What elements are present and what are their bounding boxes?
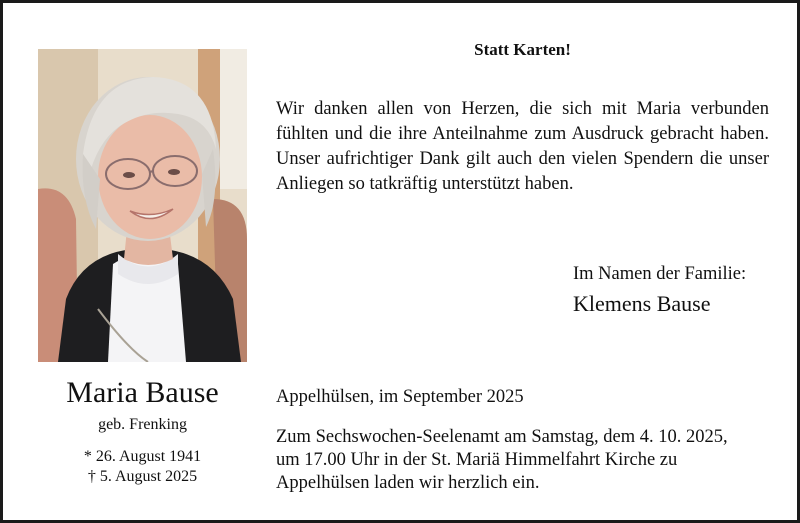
signer-name: Klemens Bause [573,291,711,316]
notice-line: Zum Sechswochen-Seelenamt am Samstag, dem 4. 10. 2025, [276,427,728,447]
memorial-mass-notice [276,426,776,495]
birth-date: * 26. August 1941 [83,448,202,465]
portrait-photo [38,49,247,362]
notice-line: um 17.00 Uhr in der St. Mariä Himmelfahrt Kirche zu [276,450,678,470]
thank-you-message: Wir danken allen von Herzen, die sich mit Maria verbunden fühlten und die ihre Anteilnahme zum Ausdruck gebracht haben. Unser aufrichtiger Dank gilt auch den vielen Spendern die unser Anliegen so tatkräftig unterstützt haben. [276,99,769,194]
notice-line: Appelhülsen laden wir herzlich ein. [276,473,540,493]
maiden-name: geb. Frenking [98,416,187,433]
family-label: Im Namen der Familie: [573,264,747,284]
card-heading: Statt Karten! [474,40,571,59]
place-date: Appelhülsen, im September 2025 [276,387,524,407]
deceased-name: Maria Bause [66,376,219,409]
life-dates [38,447,247,487]
death-date: † 5. August 2025 [87,468,198,485]
